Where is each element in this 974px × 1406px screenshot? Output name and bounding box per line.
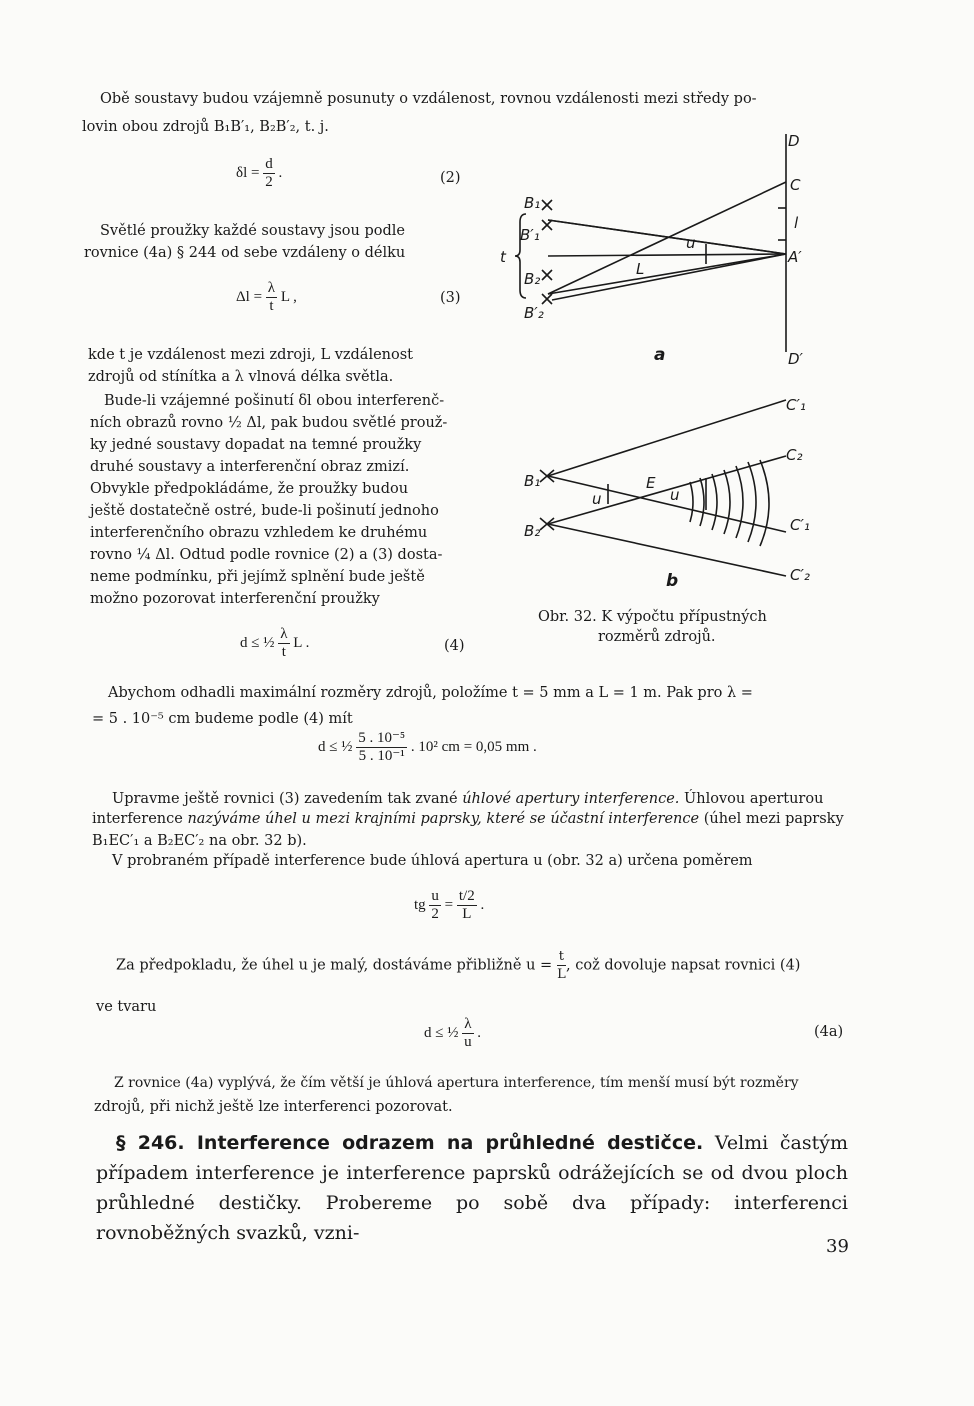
text-line: lovin obou zdrojů B₁B′₁, B₂B′₂, t. j. <box>82 119 329 135</box>
eq-denominator: u <box>464 1034 472 1050</box>
text-run-italic: nazýváme úhel u mezi krajními paprsky, které se účastní interference <box>187 811 700 827</box>
eq-numerator: u <box>431 888 439 904</box>
text-run: , což dovoluje napsat rovnici (4) <box>566 957 801 974</box>
equation-number: (4) <box>444 638 465 654</box>
text-line: Z rovnice (4a) vyplývá, že čím větší je úhlová apertura interference, tím menší musí být rozměry <box>114 1075 799 1091</box>
eq-numerator: λ <box>280 626 288 642</box>
equation-number: (3) <box>440 290 461 306</box>
fig-label: C₂ <box>786 446 803 464</box>
text-line: interferenčního obrazu vzhledem ke druhému <box>90 525 428 541</box>
fig-label: D′ <box>788 350 803 368</box>
text-line: zdrojů od stínítka a λ vlnová délka světla. <box>88 369 394 385</box>
eq-numerator: 5 . 10⁻⁵ <box>358 730 406 746</box>
fig-label: u <box>592 490 602 508</box>
figure-caption: Obr. 32. K výpočtu přípustných <box>538 609 767 625</box>
text-line <box>92 808 844 830</box>
fig-label: l <box>794 214 799 232</box>
text-line: ještě dostatečně ostré, bude-li pošinutí jednoho <box>90 503 439 519</box>
text-line: ních obrazů rovno ½ Δl, pak budou světlé prouž- <box>90 415 448 431</box>
fig-label: t <box>500 248 506 266</box>
text-line: možno pozorovat interferenční proužky <box>90 591 380 607</box>
eq-denominator: 2 <box>431 906 439 922</box>
figure-caption: rozměrů zdrojů. <box>598 629 716 645</box>
text-run: Úhlovou aperturou <box>679 791 824 807</box>
fig-label: B′₁ <box>520 226 540 244</box>
equation-number: (4a) <box>814 1024 844 1040</box>
text-line: = 5 . 10⁻⁵ cm budeme podle (4) mít <box>92 711 353 727</box>
fig-label: u <box>686 234 696 252</box>
eq-lhs: d ≤ ½ <box>318 738 353 755</box>
section-246 <box>96 1128 848 1248</box>
text-run-italic: úhlové apertury interference. <box>462 791 680 807</box>
fig-label: B′₂ <box>524 304 544 322</box>
text-line: Abychom odhadli maximální rozměry zdrojů, položíme t = 5 mm a L = 1 m. Pak pro λ = <box>108 685 753 701</box>
figure-32 <box>490 120 830 600</box>
fig-label: D <box>788 132 800 150</box>
text-line: ve tvaru <box>96 999 157 1015</box>
text-line <box>112 788 823 810</box>
eq-denominator: t <box>281 644 286 660</box>
text-line <box>116 948 800 983</box>
fig-label: B₁ <box>524 194 541 212</box>
fig-label: E <box>646 474 656 492</box>
fig-label: C <box>790 176 801 194</box>
equation-4 <box>240 626 309 661</box>
eq-tail: . <box>480 896 485 913</box>
fig-tag: a <box>654 345 666 365</box>
text-line: Obvykle předpokládáme, že proužky budou <box>90 481 409 497</box>
fig-label: C′₁ <box>786 396 806 414</box>
eq-tail: L , <box>280 288 297 305</box>
eq-denominator: L <box>557 967 566 982</box>
section-text: Velmi častým případem interference je interference paprsků odrážejících se od dvou ploch průhledné destičky. Probereme po sobě dva případy: interferenci rovnoběžných svazků, vzni- <box>96 1132 848 1244</box>
eq-lhs: tg <box>414 896 426 913</box>
fig-label: B₂ <box>524 270 541 288</box>
eq-numerator: λ <box>267 280 276 296</box>
fig-label: A′ <box>788 248 802 266</box>
eq-numerator: t/2 <box>458 888 475 904</box>
text-line: zdrojů, při nichž ještě lze interferenci pozorovat. <box>94 1099 453 1115</box>
equation-2 <box>236 156 282 191</box>
eq-tail: . 10² cm = 0,05 mm . <box>410 738 537 755</box>
eq-tail: . <box>278 164 283 181</box>
page-number: 39 <box>826 1236 849 1257</box>
text-line: rovno ¼ Δl. Odtud podle rovnice (2) a (3) dosta- <box>90 547 443 563</box>
fig-label: u <box>670 486 680 504</box>
eq-lhs: d ≤ ½ <box>240 634 275 651</box>
text-line: rovnice (4a) § 244 od sebe vzdáleny o délku <box>84 245 406 261</box>
text-line: V probraném případě interference bude úhlová apertura u (obr. 32 a) určena poměrem <box>112 853 753 869</box>
fig-tag: b <box>666 571 679 591</box>
text-run: Upravme ještě rovnici (3) zavedením tak zvané <box>112 791 463 807</box>
text-run: Za předpokladu, že úhel u je malý, dostáváme přibližně u = <box>116 957 553 974</box>
eq-denominator: L <box>462 906 472 922</box>
eq-tail: . <box>477 1024 482 1041</box>
fig-label: L <box>636 260 645 278</box>
text-line: B₁EC′₁ a B₂EC′₂ na obr. 32 b). <box>92 833 307 849</box>
eq-lhs: d ≤ ½ <box>424 1024 459 1041</box>
text-line: ky jedné soustavy dopadat na temné proužky <box>90 437 422 453</box>
equation-6 <box>414 888 484 923</box>
text-line: neme podmínku, při jejímž splnění bude ještě <box>90 569 425 585</box>
eq-sign: = <box>444 896 454 913</box>
text-line: druhé soustavy a interferenční obraz zmizí. <box>90 459 410 475</box>
text-line: kde t je vzdálenost mezi zdroji, L vzdálenost <box>88 347 414 363</box>
equation-5 <box>318 730 537 765</box>
eq-denominator: 5 . 10⁻¹ <box>358 748 405 764</box>
text-line: Světlé proužky každé soustavy jsou podle <box>100 223 405 239</box>
equation-number: (2) <box>440 170 461 186</box>
eq-numerator: d <box>265 156 273 172</box>
text-line: Bude-li vzájemné pošinutí δl obou interferenč- <box>104 393 445 409</box>
equation-4a <box>424 1016 481 1051</box>
text-run: (úhel mezi paprsky <box>699 811 844 827</box>
eq-lhs: Δl = <box>236 288 263 305</box>
section-title: § 246. Interference odrazem na průhledné destičce. <box>116 1132 704 1154</box>
equation-3 <box>236 280 297 315</box>
eq-lhs: δl = <box>236 164 260 181</box>
eq-numerator: t <box>558 949 565 964</box>
fig-label: B₁ <box>524 472 541 490</box>
eq-denominator: t <box>269 298 274 314</box>
fig-label: B₂ <box>524 522 541 540</box>
fig-label: C′₁ <box>790 516 810 534</box>
eq-tail: L . <box>293 634 310 651</box>
text-run: interference <box>92 811 188 827</box>
eq-numerator: λ <box>464 1016 472 1032</box>
text-line: Obě soustavy budou vzájemně posunuty o vzdálenost, rovnou vzdálenosti mezi středy po- <box>100 91 757 107</box>
fig-label: C′₂ <box>790 566 810 584</box>
eq-denominator: 2 <box>265 174 273 190</box>
